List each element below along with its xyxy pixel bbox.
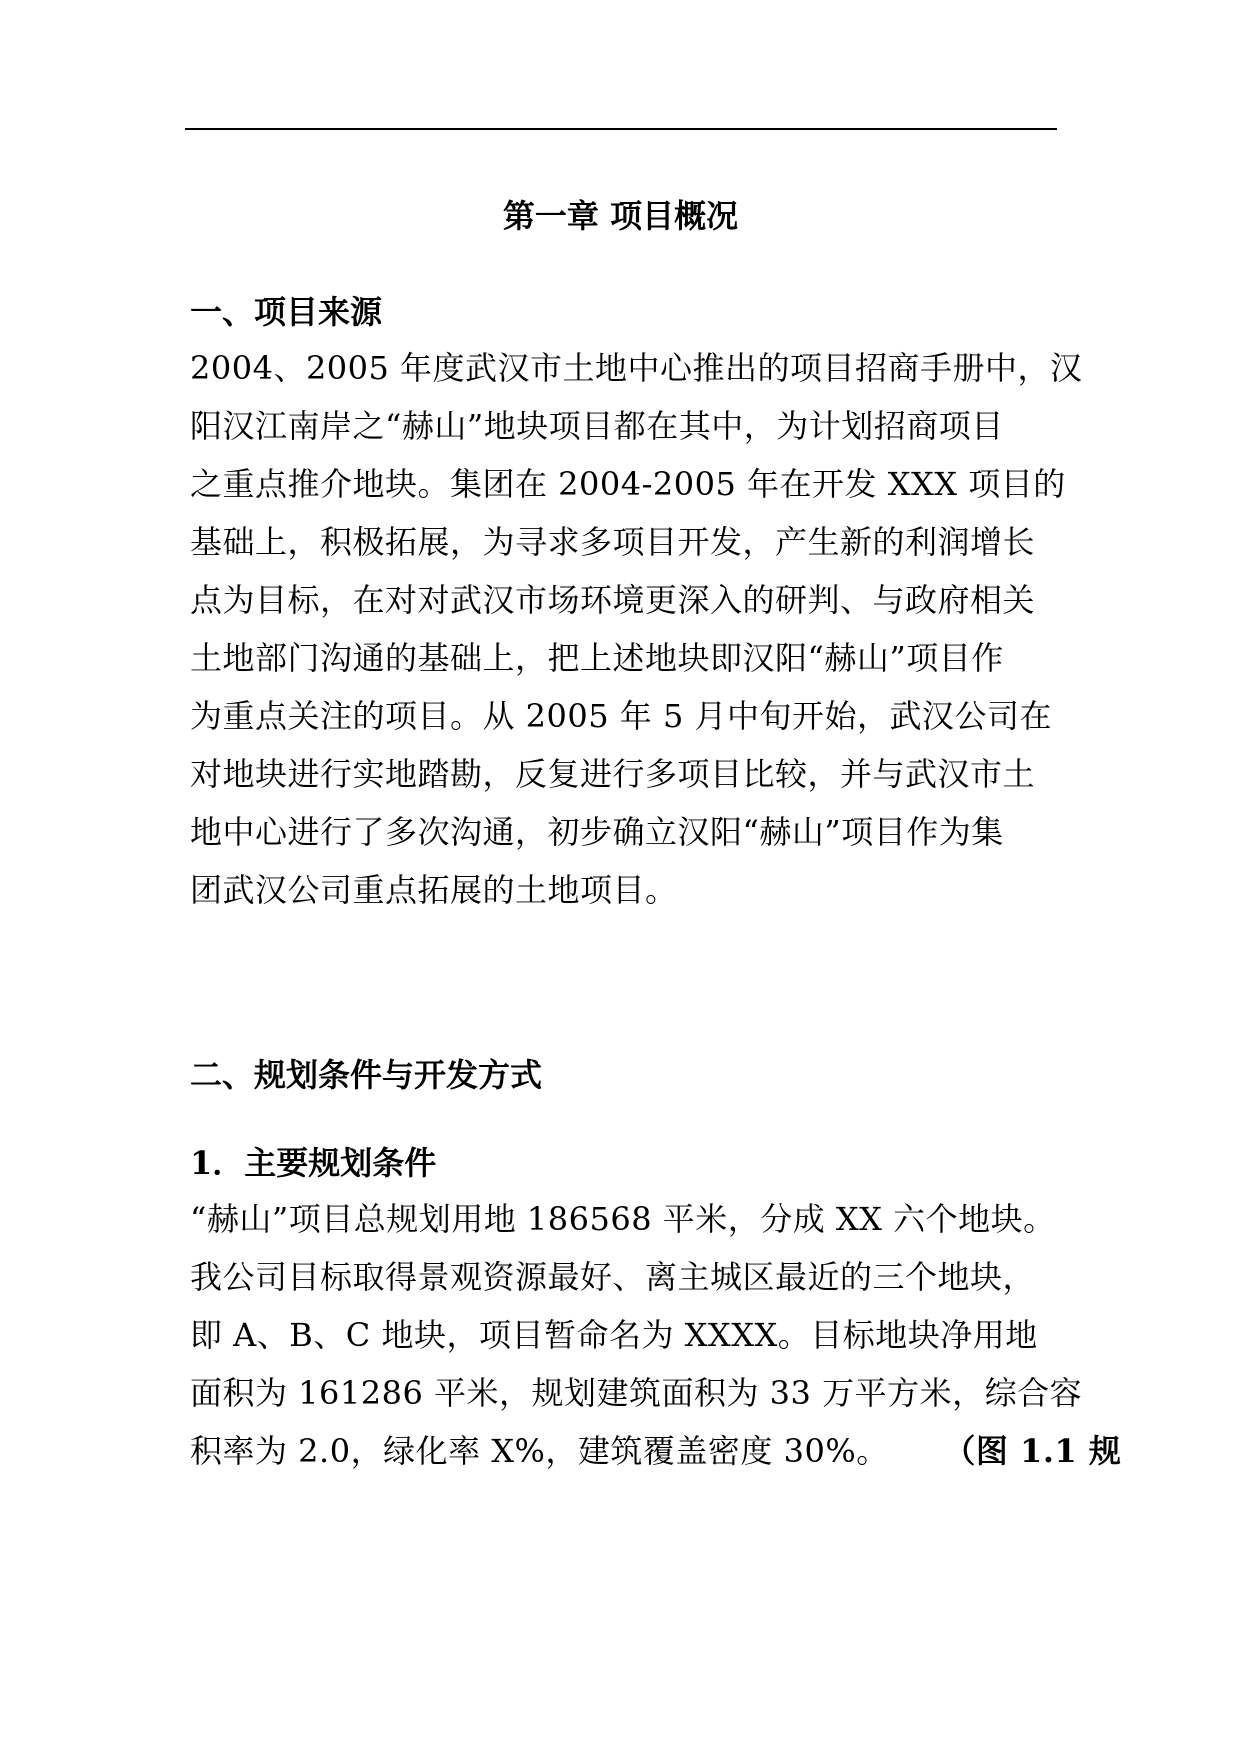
paragraph-line: 即 A、B、C 地块，项目暂命名为 XXXX。目标地块净用地 bbox=[190, 1316, 1038, 1354]
paragraph-line: 之重点推介地块。集团在 2004-2005 年在开发 XXX 项目的 bbox=[190, 465, 1066, 503]
paragraph-line: 地中心进行了多次沟通，初步确立汉阳“赫山”项目作为集 bbox=[190, 813, 1004, 851]
paragraph-line: 我公司目标取得景观资源最好、离主城区最近的三个地块， bbox=[190, 1258, 1036, 1296]
section-heading-project-source: 一、项目来源 bbox=[190, 293, 383, 331]
paragraph-line: 阳汉江南岸之“赫山”地块项目都在其中，为计划招商项目 bbox=[190, 407, 1004, 445]
header-rule bbox=[185, 128, 1057, 130]
paragraph-line: 对地块进行实地踏勘，反复进行多项目比较，并与武汉市土 bbox=[190, 755, 1036, 793]
section-heading-planning-conditions: 二、规划条件与开发方式 bbox=[190, 1056, 543, 1094]
paragraph-line: 为重点关注的项目。从 2005 年 5 月中旬开始，武汉公司在 bbox=[190, 697, 1052, 735]
paragraph-line: 基础上，积极拓展，为寻求多项目开发，产生新的利润增长 bbox=[190, 523, 1036, 561]
paragraph-line: 点为目标，在对对武汉市场环境更深入的研判、与政府相关 bbox=[190, 581, 1036, 619]
paragraph-line bbox=[190, 1423, 1122, 1479]
subsection-heading-main-planning-conditions: 1．主要规划条件 bbox=[190, 1144, 437, 1182]
paragraph-line: 面积为 161286 平米，规划建筑面积为 33 万平方米，综合容 bbox=[190, 1374, 1083, 1412]
paragraph-line: 土地部门沟通的基础上，把上述地块即汉阳“赫山”项目作 bbox=[190, 639, 1004, 677]
paragraph-line-text: 积率为 2.0，绿化率 X%，建筑覆盖密度 30%。 bbox=[190, 1432, 889, 1470]
paragraph-line: 团武汉公司重点拓展的土地项目。 bbox=[190, 871, 678, 909]
paragraph-line: 2004、2005 年度武汉市土地中心推出的项目招商手册中，汉 bbox=[190, 349, 1083, 387]
figure-reference: （图 1.1 规 bbox=[943, 1432, 1122, 1470]
paragraph-line: “赫山”项目总规划用地 186568 平米，分成 XX 六个地块。 bbox=[190, 1200, 1056, 1238]
chapter-title: 第一章 项目概况 bbox=[502, 197, 739, 235]
